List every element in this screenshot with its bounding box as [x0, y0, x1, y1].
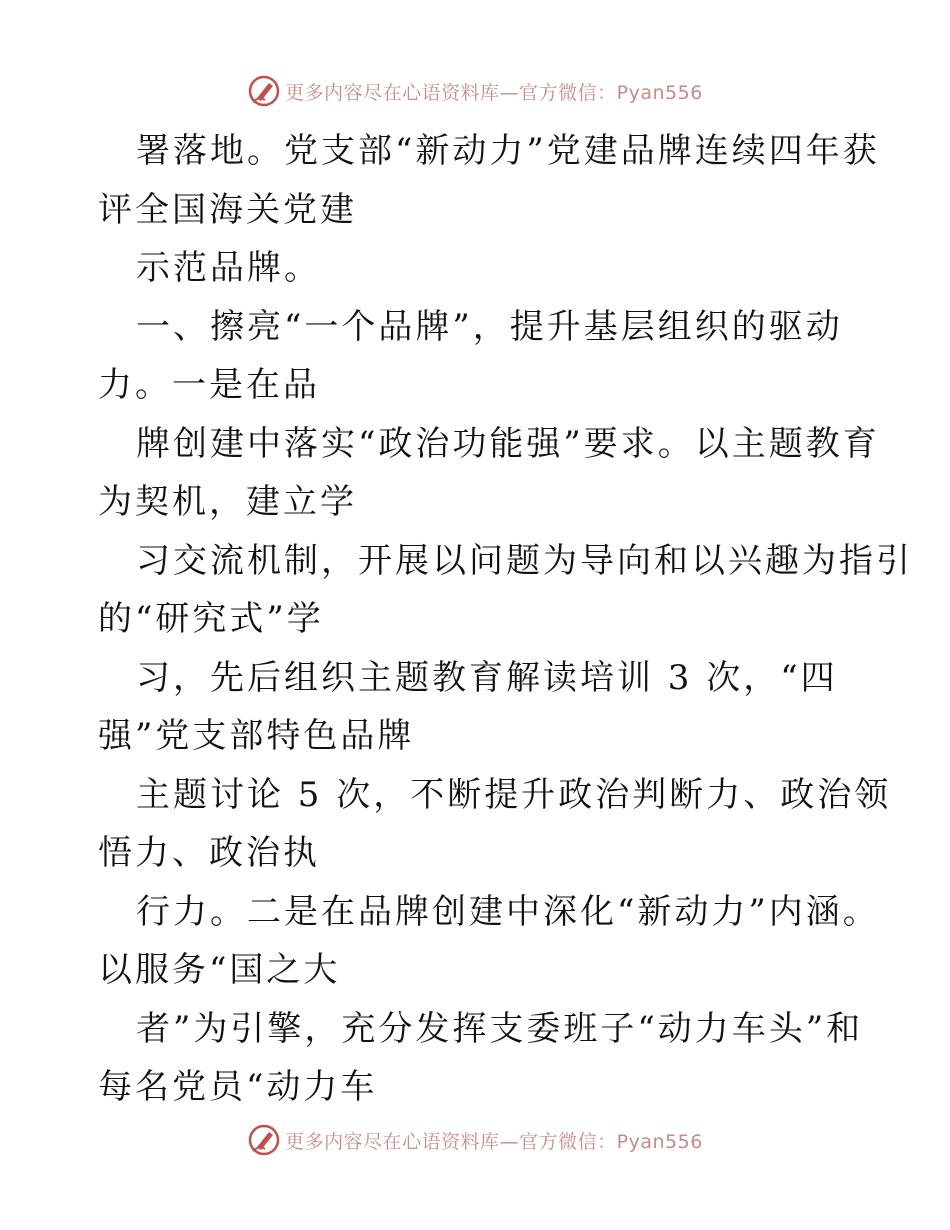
document-body [98, 122, 913, 1117]
footer-watermark [0, 1120, 950, 1160]
text-line: 示范品牌。 [136, 248, 321, 288]
text-line: 署落地。党支部“新动力”党建品牌连续四年获 [136, 131, 880, 171]
text-line: 的“研究式”学 [98, 599, 324, 639]
text-line: 行力。二是在品牌创建中深化“新动力”内涵。 [136, 891, 880, 932]
text-line: 主题讨论 5 次，不断提升政治判断力、政治领 [136, 774, 892, 815]
pen-in-circle-icon [247, 1123, 281, 1157]
header-watermark [0, 71, 950, 111]
text-line: 一、擦亮“一个品牌”，提升基层组织的驱动 [136, 306, 843, 347]
watermark-text: 更多内容尽在心语资料库—官方微信：Pyan556 [285, 1130, 703, 1153]
text-line: 以服务“国之大 [98, 950, 341, 990]
pen-in-circle-icon [247, 74, 281, 108]
watermark-text: 更多内容尽在心语资料库—官方微信：Pyan556 [285, 81, 703, 104]
text-line: 悟力、政治执 [98, 833, 320, 873]
text-line: 强”党支部特色品牌 [98, 716, 415, 756]
text-line: 评全国海关党建 [98, 189, 357, 230]
text-line: 习交流机制，开展以问题为导向和以兴趣为指引 [136, 540, 913, 581]
text-line: 者”为引擎，充分发挥支委班子“动力车头”和 [136, 1008, 864, 1049]
text-line: 每名党员“动力车 [98, 1067, 378, 1107]
text-line: 力。一是在品 [98, 365, 320, 405]
text-line: 牌创建中落实“政治功能强”要求。以主题教育 [136, 423, 880, 464]
text-line: 为契机，建立学 [98, 482, 357, 522]
text-line: 习，先后组织主题教育解读培训 3 次，“四 [136, 657, 838, 698]
